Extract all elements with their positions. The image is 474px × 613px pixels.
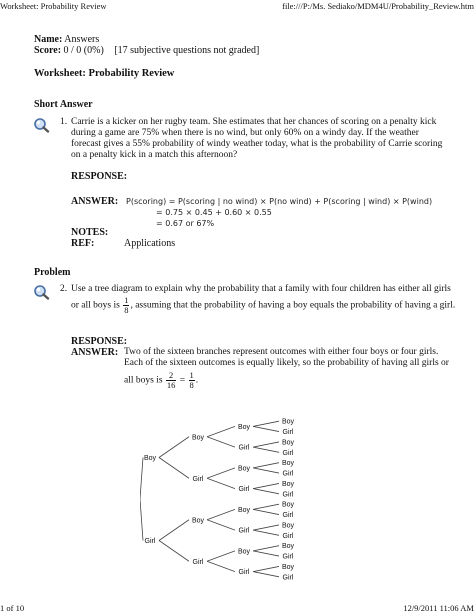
fraction-denominator: 8 (189, 380, 194, 390)
tree-branch (207, 520, 235, 530)
tree-branch (207, 478, 235, 488)
ref-label-1: REF: (71, 238, 95, 249)
print-footer-page: 1 of 10 (0, 603, 25, 613)
tree-branch (253, 483, 279, 488)
answer-2-line-1: Two of the sixteen branches represent outcomes with either four boys or four girls. (124, 347, 439, 357)
tree-branch (253, 421, 279, 426)
tree-branch (159, 541, 189, 562)
fraction-numerator: 1 (189, 370, 194, 380)
tree-branch (207, 509, 235, 519)
tree-node-level3: Boy (237, 423, 251, 431)
tree-branch (253, 509, 279, 514)
tree-node-level4: Girl (282, 574, 294, 582)
fraction-numerator: 2 (166, 371, 177, 381)
fraction-one-eighth (123, 296, 129, 315)
tree-node-level3: Girl (238, 486, 250, 494)
tree-branch (207, 561, 235, 571)
tree-node-level4: Boy (281, 522, 295, 530)
fraction-denominator: 16 (166, 380, 176, 390)
tree-node-level3: Boy (237, 506, 251, 514)
question-1-line-1: Carrie is a kicker on her rugby team. She estimates that her chances of scoring on a penalty kick (71, 117, 437, 127)
equals-sign: = (179, 375, 186, 386)
tree-branch (207, 437, 235, 447)
question-2-line-1: Use a tree diagram to explain why the probability that a family with four children has either all girls (71, 284, 451, 294)
question-2-line-2-end: , assuming that the probability of having a boy equals the probability of having a girl. (130, 300, 456, 311)
tree-branch (253, 525, 279, 530)
tree-branch (159, 437, 189, 458)
notes-label-1: NOTES: (71, 227, 109, 238)
tree-node-level1: Girl (144, 538, 156, 545)
tree-branch (207, 426, 235, 436)
tree-node-level3: Boy (237, 548, 251, 556)
question-1-line-4: on a penalty kick in a match this afternoon? (71, 150, 238, 160)
tree-node-level4: Girl (282, 491, 294, 499)
tree-node-level2: Boy (191, 517, 205, 525)
name-value: Answers (64, 34, 100, 45)
answer-1-formula-line-3: = 0.67 or 67% (156, 219, 215, 228)
score-line (34, 45, 259, 56)
tree-branch (140, 458, 143, 500)
tree-node-level4: Boy (281, 418, 295, 426)
tree-branch (253, 566, 279, 571)
tree-node-level3: Girl (238, 569, 250, 577)
tree-node-level3: Girl (238, 527, 250, 535)
magnifier-icon[interactable] (32, 284, 54, 300)
page-title: Worksheet: Probability Review (34, 68, 175, 79)
tree-node-level4: Girl (282, 429, 294, 437)
question-1-line-3: forecast gives a 55% probability of windy weather today, what is the probability of Carrie scoring (71, 139, 443, 149)
ref-value-1: Applications (124, 238, 176, 249)
tree-branch (207, 551, 235, 561)
tree-branch (253, 442, 279, 447)
fraction-two-sixteenths (166, 371, 177, 390)
tree-node-level4: Boy (281, 439, 295, 447)
tree-branch (253, 426, 279, 431)
tree-branch (159, 520, 189, 541)
tree-branch (253, 551, 279, 556)
tree-node-level4: Girl (282, 512, 294, 520)
name-label: Name: (34, 34, 63, 45)
tree-branch (253, 504, 279, 509)
fraction-one-eighth (189, 371, 195, 390)
section-heading-problem: Problem (34, 267, 71, 278)
answer-label-1: ANSWER: (71, 196, 119, 207)
tree-branch (207, 468, 235, 478)
tree-node-level2: Girl (192, 475, 204, 483)
tree-node-level4: Boy (281, 480, 295, 488)
tree-node-level4: Boy (281, 501, 295, 509)
tree-node-level2: Boy (191, 434, 205, 442)
tree-branch (159, 458, 189, 479)
question-2-line-2 (71, 296, 455, 315)
answer-1-formula-line-1: P(scoring) = P(scoring | no wind) × P(no wind) + P(scoring | wind) × P(wind) (126, 197, 433, 206)
tree-node-level4: Girl (282, 532, 294, 540)
answer-2-line-3-start: all boys is (124, 375, 163, 386)
answer-label-2: ANSWER: (71, 347, 119, 358)
tree-node-level4: Boy (281, 563, 295, 571)
tree-branch (253, 463, 279, 468)
response-label-1: RESPONSE: (71, 171, 128, 182)
tree-node-level3: Boy (237, 465, 251, 473)
tree-branch (253, 489, 279, 494)
answer-2-line-3 (124, 371, 198, 390)
tree-branch (253, 572, 279, 577)
magnifier-icon[interactable] (32, 117, 54, 133)
answer-1-formula-line-2: = 0.75 × 0.45 + 0.60 × 0.55 (156, 208, 272, 217)
tree-node-level2: Girl (192, 558, 204, 566)
section-heading-short-answer: Short Answer (34, 99, 93, 110)
tree-branch (253, 546, 279, 551)
tree-node-level4: Girl (282, 553, 294, 561)
tree-branch (253, 530, 279, 535)
name-line (34, 34, 99, 45)
answer-2-line-2: Each of the sixteen outcomes is equally likely, so the probability of having all girls or (124, 358, 449, 368)
tree-node-level1: Boy (143, 455, 157, 462)
print-header-url: file:///P:/Ms. Sediako/MDM4U/Probability_Review.htm (282, 1, 474, 11)
score-value: 0 / 0 (0%) (63, 45, 104, 56)
response-label-2: RESPONSE: (71, 336, 128, 347)
fraction-numerator: 1 (124, 295, 129, 305)
tree-branch (140, 499, 143, 541)
tree-diagram (140, 410, 310, 584)
score-note: [17 subjective questions not graded] (114, 45, 260, 56)
tree-branch (253, 447, 279, 452)
print-footer-datetime: 12/9/2011 11:06 AM (403, 603, 474, 613)
tree-node-level4: Girl (282, 449, 294, 457)
tree-node-level3: Girl (238, 444, 250, 452)
score-label: Score: (34, 45, 62, 56)
fraction-denominator: 8 (124, 305, 129, 315)
question-1-number: 1. (60, 117, 68, 127)
print-header-title: Worksheet: Probability Review (0, 1, 107, 11)
question-2-line-2-start: or all boys is (71, 300, 120, 311)
question-2-number: 2. (60, 284, 68, 294)
tree-node-level4: Boy (281, 543, 295, 551)
question-1-line-2: during a game are 75% when there is no wind, but only 60% on a windy day. If the weather (71, 128, 419, 138)
period: . (195, 375, 199, 386)
tree-node-level4: Girl (282, 470, 294, 478)
tree-node-level4: Boy (281, 460, 295, 468)
tree-branch (253, 468, 279, 473)
